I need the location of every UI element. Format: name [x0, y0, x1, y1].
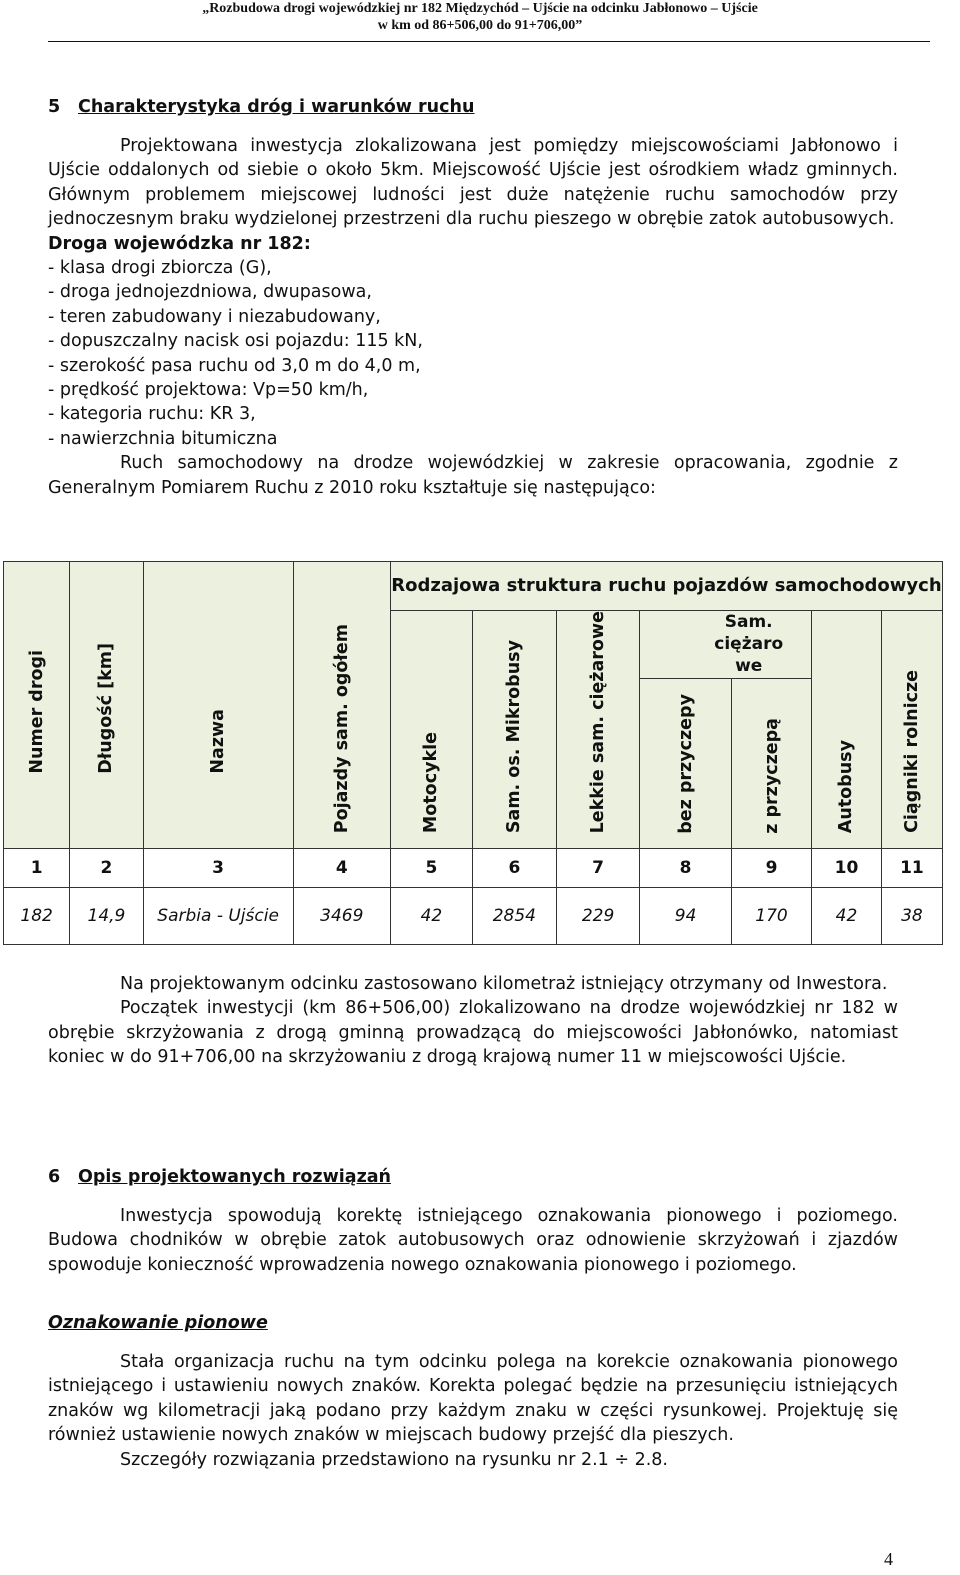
cell-length: 14,9	[70, 888, 143, 945]
list-item: - szerokość pasa ruchu od 3,0 m do 4,0 m,	[48, 355, 421, 376]
list-item: - dopuszczalny nacisk osi pojazdu: 115 kN,	[48, 331, 423, 352]
header-no-trailer: bez przyczepy	[640, 678, 732, 849]
col-number: 6	[472, 849, 556, 888]
traffic-intro: Ruch samochodowy na drodze wojewódzkiej w zakresie opracowania, zgodnie z Generalnym Pomiarem Ruchu z 2010 roku kształtuje się następująco:	[48, 453, 898, 498]
header-cars: Sam. os. Mikrobusy	[472, 611, 556, 849]
col-number: 8	[640, 849, 732, 888]
header-buses: Autobusy	[812, 611, 882, 849]
traffic-table	[3, 561, 943, 945]
road-params-list	[48, 256, 898, 451]
cell-with-trailer: 170	[731, 888, 811, 945]
header-heavy-group: Sam. ciężaro we	[640, 611, 812, 679]
cell-no-trailer: 94	[640, 888, 732, 945]
list-item: - klasa drogi zbiorcza (G),	[48, 258, 272, 279]
list-item: - teren zabudowany i niezabudowany,	[48, 306, 381, 327]
solutions-paragraph: Inwestycja spowodują korektę istniejącego oznakowania pionowego i poziomego. Budowa chodników w obrębie zatok autobusowych oraz odnowienie skrzyżowań i zjazdów spowoduje konieczność wprowadzenia nowego oznakowania pionowego i poziomego.	[48, 1206, 898, 1275]
header-line-2: w km od 86+506,00 do 91+706,00”	[377, 18, 583, 33]
page-number: 4	[884, 1549, 893, 1569]
col-number: 5	[390, 849, 472, 888]
section-title: Opis projektowanych rozwiązań	[78, 1167, 392, 1187]
section-number: 6	[48, 1167, 61, 1187]
list-item: - prędkość projektowa: Vp=50 km/h,	[48, 380, 369, 401]
vertical-signs-body	[48, 1350, 898, 1472]
mileage-paragraph: Na projektowanym odcinku zastosowano kilometraż istniejący otrzymany od Inwestora.	[120, 974, 888, 994]
col-number: 9	[731, 849, 811, 888]
table-row	[4, 888, 943, 945]
signs-paragraph: Stała organizacja ruchu na tym odcinku polega na korekcie oznakowania pionowego istniejącego i ustawieniu nowych znaków. Korekta polegać będzie na przesunięciu istniejących znaków wg kilometracji jaką podano przy każdym znaku w części rysunkowej. Projektuję się również ustawienie nowych znaków w miejscach budowy przejść dla pieszych.	[48, 1352, 898, 1446]
header-road-number: Numer drogi	[4, 562, 70, 849]
header-with-trailer: z przyczepą	[731, 678, 811, 849]
header-total: Pojazdy sam. ogółem	[293, 562, 390, 849]
header-motorcycles: Motocykle	[390, 611, 472, 849]
col-number: 3	[143, 849, 293, 888]
header-rule	[48, 41, 930, 42]
cell-light-trucks: 229	[556, 888, 639, 945]
header-group: Rodzajowa struktura ruchu pojazdów samochodowych	[390, 562, 942, 611]
list-item: - kategoria ruchu: KR 3,	[48, 404, 256, 425]
col-number: 2	[70, 849, 143, 888]
column-number-row	[4, 849, 943, 888]
header-line-1: „Rozbudowa drogi wojewódzkiej nr 182 Międzychód – Ujście na odcinku Jabłonowo – Ujście	[202, 1, 758, 16]
cell-total: 3469	[293, 888, 390, 945]
section-number: 5	[48, 97, 61, 117]
cell-name: Sarbia - Ujście	[143, 888, 293, 945]
after-table-body	[48, 972, 898, 1070]
col-number: 7	[556, 849, 639, 888]
cell-cars: 2854	[472, 888, 556, 945]
section-6-body	[48, 1204, 898, 1277]
cell-buses: 42	[812, 888, 882, 945]
header-length: Długość [km]	[70, 562, 143, 849]
header-light-trucks: Lekkie sam. ciężarowe	[556, 611, 639, 849]
col-number: 11	[881, 849, 942, 888]
section-5-body	[48, 134, 898, 500]
intro-paragraph: Projektowana inwestycja zlokalizowana jest pomiędzy miejscowościami Jabłonowo i Ujście oddalonych od siebie o około 5km. Miejscowość Ujście jest ośrodkiem władz gminnych. Głównym problemem miejscowej ludności jest duże natężenie ruchu samochodów przy jednoczesnym braku wydzielonej przestrzeni dla ruchu pieszego w obrębie zatok autobusowych.	[48, 136, 898, 230]
header-tractors: Ciągniki rolnicze	[881, 611, 942, 849]
cell-road-number: 182	[4, 888, 70, 945]
section-6-heading	[48, 1167, 391, 1187]
location-paragraph: Początek inwestycji (km 86+506,00) zlokalizowano na drodze wojewódzkiej nr 182 w obrębie skrzyżowania z drogą gminną prowadzącą do miejscowości Jabłonówko, natomiast koniec w do 91+706,00 na skrzyżowaniu z drogą krajową numer 11 w miejscowości Ujście.	[48, 998, 898, 1068]
list-item: - droga jednojezdniowa, dwupasowa,	[48, 282, 372, 303]
header-name: Nazwa	[143, 562, 293, 849]
subheading-vertical-signs: Oznakowanie pionowe	[48, 1313, 268, 1333]
col-number: 4	[293, 849, 390, 888]
section-title: Charakterystyka dróg i warunków ruchu	[78, 97, 475, 117]
col-number: 1	[4, 849, 70, 888]
document-header	[0, 0, 960, 34]
list-item: - nawierzchnia bitumiczna	[48, 428, 278, 449]
road-heading: Droga wojewódzka nr 182:	[48, 233, 311, 254]
section-5-heading	[48, 97, 474, 117]
details-paragraph: Szczegóły rozwiązania przedstawiono na rysunku nr 2.1 ÷ 2.8.	[120, 1449, 668, 1470]
cell-motorcycles: 42	[390, 888, 472, 945]
col-number: 10	[812, 849, 882, 888]
cell-tractors: 38	[881, 888, 942, 945]
